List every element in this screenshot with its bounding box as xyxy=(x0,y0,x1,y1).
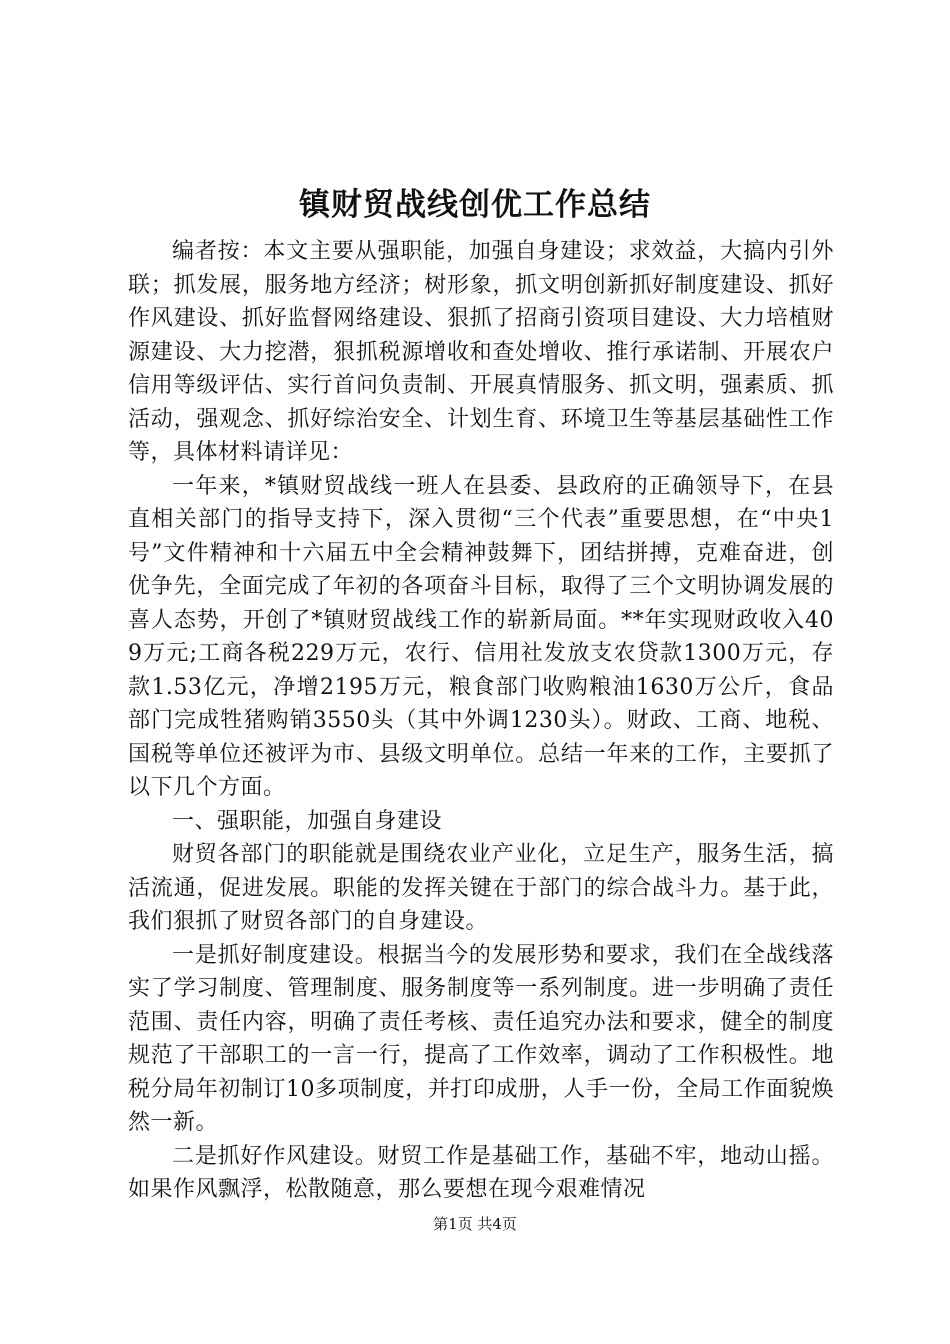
document-body xyxy=(128,235,834,1207)
body-paragraph: 财贸各部门的职能就是围绕农业产业化，立足生产，服务生活，搞活流通，促进发展。职能的发挥关键在于部门的综合战斗力。基于此，我们狠抓了财贸各部门的自身建设。 xyxy=(128,842,834,934)
page-number-footer: 第1页 共4页 xyxy=(433,1215,517,1233)
body-paragraph: 一是抓好制度建设。根据当今的发展形势和要求，我们在全战线落实了学习制度、管理制度、服务制度等一系列制度。进一步明确了责任范围、责任内容，明确了责任考核、责任追究办法和要求，健全的制度规范了干部职工的一言一行，提高了工作效率，调动了工作积极性。地税分局年初制订10多项制度，并打印成册，人手一份，全局工作面貌焕然一新。 xyxy=(128,942,834,1135)
editor-note-paragraph: 编者按：本文主要从强职能，加强自身建设；求效益，大搞内引外联；抓发展，服务地方经济；树形象，抓文明创新抓好制度建设、抓好作风建设、抓好监督网络建设、狠抓了招商引资项目建设、大力培植财源建设、大力挖潜，狠抓税源增收和查处增收、推行承诺制、开展农户信用等级评估、实行首问负责制、开展真情服务、抓文明，强素质、抓活动，强观念、抓好综治安全、计划生育、环境卫生等基层基础性工作等，具体材料请详见： xyxy=(128,239,834,465)
summary-paragraph: 一年来，*镇财贸战线一班人在县委、县政府的正确领导下，在县直相关部门的指导支持下，深入贯彻“三个代表”重要思想，在“中央1号”文件精神和十六届五中全会精神鼓舞下，团结拼搏，克难奋进，创优争先，全面完成了年初的各项奋斗目标，取得了三个文明协调发展的喜人态势，开创了*镇财贸战线工作的崭新局面。**年实现财政收入409万元;工商各税229万元，农行、信用社发放支农贷款1300万元，存款1.53亿元，净增2195万元，粮食部门收购粮油1630万公斤，食品部门完成牲猪购销3550头（其中外调1230头）。财政、工商、地税、国税等单位还被评为市、县级文明单位。总结一年来的工作，主要抓了以下几个方面。 xyxy=(128,473,834,800)
document-title: 镇财贸战线创优工作总结 xyxy=(299,187,651,223)
section-heading: 一、强职能，加强自身建设 xyxy=(172,808,443,834)
body-paragraph: 二是抓好作风建设。财贸工作是基础工作，基础不牢，地动山摇。如果作风飘浮，松散随意，那么要想在现今艰难情况 xyxy=(128,1143,834,1202)
